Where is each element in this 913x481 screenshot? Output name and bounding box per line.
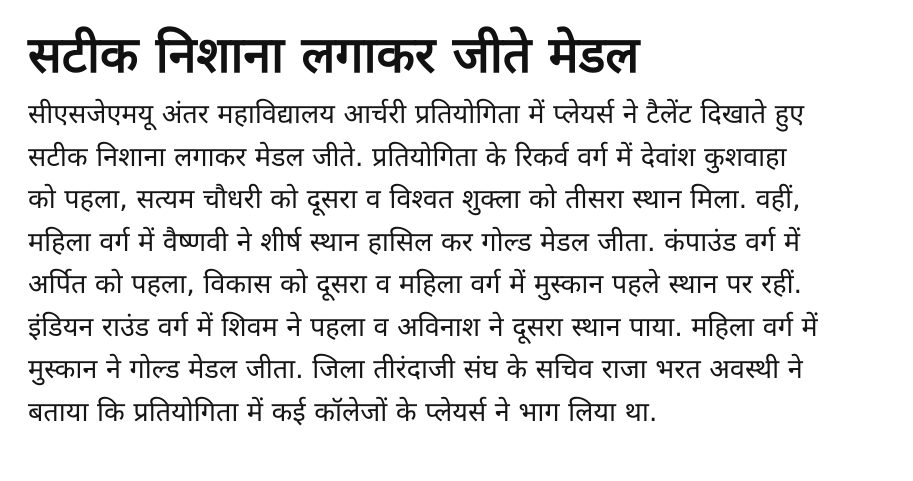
body-line: सटीक निशाना लगाकर मेडल जीते. प्रतियोगिता के रिकर्व वर्ग में देवांश कुशवाहा	[28, 141, 787, 173]
body-line: इंडियन राउंड वर्ग में शिवम ने पहला व अविनाश ने दूसरा स्थान पाया. महिला वर्ग में	[28, 311, 818, 343]
body-line: को पहला, सत्यम चौधरी को दूसरा व विश्वत शुक्ला को तीसरा स्थान मिला. वहीं,	[28, 184, 801, 215]
body-line: मुस्कान ने गोल्ड मेडल जीता. जिला तीरंदाजी संघ के सचिव राजा भरत अवस्थी ने	[28, 354, 803, 385]
body-line: अर्पित को पहला, विकास को दूसरा व महिला वर्ग में मुस्कान पहले स्थान पर रहीं.	[28, 269, 803, 300]
body-line: बताया कि प्रतियोगिता में कई कॉलेजों के प्लेयर्स ने भाग लिया था.	[28, 396, 658, 428]
body-line: सीएसजेएमयू अंतर महाविद्यालय आर्चरी प्रतियोगिता में प्लेयर्स ने टैलेंट दिखाते हुए	[28, 99, 805, 130]
body-line: महिला वर्ग में वैष्णवी ने शीर्ष स्थान हासिल कर गोल्ड मेडल जीता. कंपाउंड वर्ग में	[28, 226, 801, 258]
article-body	[28, 94, 905, 434]
headline: सटीक निशाना लगाकर जीते मेडल	[28, 26, 640, 84]
